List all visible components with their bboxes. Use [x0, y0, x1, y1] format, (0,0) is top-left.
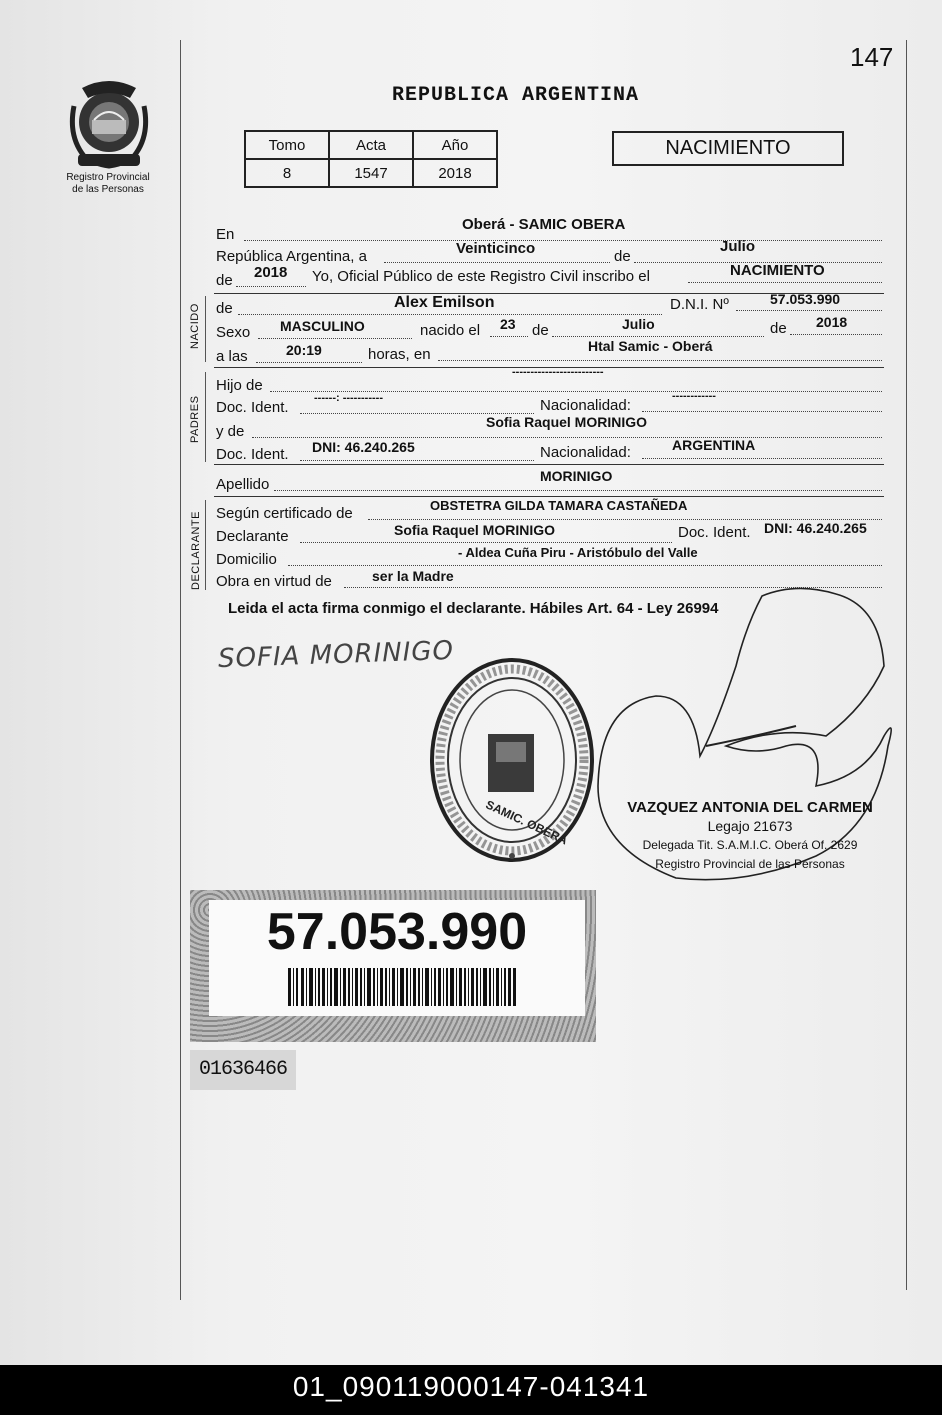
dni-label-number: 57.053.990 — [266, 903, 528, 961]
label-hijo-de: Hijo de — [216, 377, 263, 394]
officer-cargo: Delegada Tit. S.A.M.I.C. Oberá Of. 2629 — [642, 838, 858, 852]
label-nacido-el: nacido el — [420, 322, 481, 339]
value-dni: 57.053.990 — [770, 291, 841, 307]
svg-text:SAMIC. OBERÁ: SAMIC. OBERÁ — [483, 797, 570, 848]
label-segun: Según certificado de — [216, 505, 353, 522]
value-nombre: Alex Emilson — [394, 294, 495, 311]
side-label-declarante: DECLARANTE — [190, 511, 202, 590]
dni-barcode — [288, 968, 516, 1006]
serial-number-sticker: 01636466 — [190, 1050, 296, 1090]
value-hora: 20:19 — [286, 342, 322, 358]
value-lugar-nac: Htal Samic - Oberá — [588, 338, 713, 354]
record-type-box: NACIMIENTO — [612, 131, 844, 166]
value-anio: 2018 — [254, 264, 288, 281]
value-apellido: MORINIGO — [540, 468, 613, 484]
officer-name: VAZQUEZ ANTONIA DEL CARMEN — [627, 799, 873, 816]
caption-line-1: Registro Provincial — [66, 172, 150, 183]
label-oficial: Yo, Oficial Público de este Registro Civil inscribo el — [312, 268, 650, 285]
leida-statement: Leida el acta firma conmigo el declarante. Hábiles Art. 64 - Ley 26994 — [228, 600, 719, 617]
dots — [300, 460, 534, 461]
label-domicilio: Domicilio — [216, 551, 277, 568]
dots — [288, 565, 882, 566]
value-lugar: Oberá - SAMIC OBERA — [462, 216, 626, 233]
page-number: 147 — [850, 42, 894, 72]
header-anio: Año — [413, 131, 497, 159]
dots — [300, 542, 672, 543]
value-nac-mes: Julio — [622, 316, 655, 332]
label-nacionalidad-padre: Nacionalidad: — [540, 397, 631, 414]
right-margin-line — [906, 40, 907, 1290]
dots — [384, 262, 610, 263]
label-a-las: a las — [216, 348, 248, 365]
value-tipo: NACIMIENTO — [730, 262, 825, 279]
value-tomo: 8 — [245, 159, 329, 187]
left-margin-line — [180, 40, 181, 1300]
officer-legajo: Legajo 21673 — [707, 818, 793, 834]
dots — [236, 286, 306, 287]
section-separator — [214, 464, 884, 465]
side-label-nacido: NACIDO — [189, 303, 201, 349]
officer-registro: Registro Provincial de las Personas — [655, 857, 845, 871]
label-en: En — [216, 226, 235, 243]
label-de: de — [216, 272, 233, 289]
value-padre: ------------------------- — [512, 366, 604, 378]
label-horas-en: horas, en — [368, 346, 431, 363]
caption-line-2: de las Personas — [72, 184, 144, 195]
label-doc-ident-padre: Doc. Ident. — [216, 399, 289, 416]
dots — [438, 360, 882, 361]
value-madre: Sofia Raquel MORINIGO — [486, 414, 648, 430]
file-id-footer: 01_090119000147-041341 — [0, 1365, 942, 1415]
value-padre-nac: ------------ — [672, 390, 716, 402]
dots — [274, 490, 882, 491]
label-nacionalidad-madre: Nacionalidad: — [540, 444, 631, 461]
value-domicilio: - Aldea Cuña Piru - Aristóbulo del Valle — [458, 545, 698, 560]
value-declarante-doc: DNI: 46.240.265 — [764, 520, 867, 536]
registry-caption — [50, 172, 166, 196]
value-padre-doc: ------: ----------- — [314, 392, 383, 404]
value-acta: 1547 — [329, 159, 413, 187]
value-dia-texto: Veinticinco — [456, 240, 536, 257]
label-doc-ident-declarante: Doc. Ident. — [678, 524, 751, 541]
label-dni: D.N.I. Nº — [670, 296, 729, 313]
dots — [244, 240, 882, 241]
label-republica: República Argentina, a — [216, 248, 367, 265]
dots — [642, 411, 882, 412]
side-label-padres: PADRES — [189, 395, 201, 443]
officer-block — [600, 798, 900, 874]
value-certificado: OBSTETRA GILDA TAMARA CASTAÑEDA — [430, 498, 688, 513]
value-declarante: Sofia Raquel MORINIGO — [394, 522, 556, 538]
dots — [736, 310, 882, 311]
dots — [642, 458, 882, 459]
section-bracket — [205, 372, 206, 462]
label-de: de — [532, 322, 549, 339]
label-de: de — [216, 300, 233, 317]
value-nac-anio: 2018 — [816, 314, 848, 330]
value-madre-doc: DNI: 46.240.265 — [312, 439, 415, 455]
dots — [256, 362, 362, 363]
dots — [238, 314, 662, 315]
label-y-de: y de — [216, 423, 245, 440]
value-nac-dia: 23 — [500, 316, 516, 332]
label-declarante: Declarante — [216, 528, 289, 545]
label-de: de — [770, 320, 787, 337]
dots — [490, 336, 528, 337]
dots — [552, 336, 764, 337]
record-table — [244, 130, 498, 188]
label-sexo: Sexo — [216, 324, 251, 341]
label-doc-ident-madre: Doc. Ident. — [216, 446, 289, 463]
dots — [252, 437, 882, 438]
dots — [688, 282, 882, 283]
value-sexo: MASCULINO — [280, 318, 365, 334]
dots — [790, 334, 882, 335]
dots — [258, 338, 412, 339]
value-madre-nac: ARGENTINA — [672, 437, 756, 453]
official-stamp — [424, 652, 600, 876]
declarant-signature: SOFIA MORINIGO — [217, 635, 455, 675]
section-bracket — [205, 500, 206, 590]
value-obra: ser la Madre — [372, 568, 454, 584]
header-acta: Acta — [329, 131, 413, 159]
section-separator — [214, 496, 884, 497]
province-seal-logo — [64, 76, 154, 170]
label-de: de — [614, 248, 631, 265]
label-apellido: Apellido — [216, 476, 270, 493]
label-obra: Obra en virtud de — [216, 573, 332, 590]
value-mes: Julio — [720, 238, 756, 255]
value-anio: 2018 — [413, 159, 497, 187]
section-bracket — [205, 296, 206, 362]
document-title: REPUBLICA ARGENTINA — [392, 84, 640, 107]
header-tomo: Tomo — [245, 131, 329, 159]
